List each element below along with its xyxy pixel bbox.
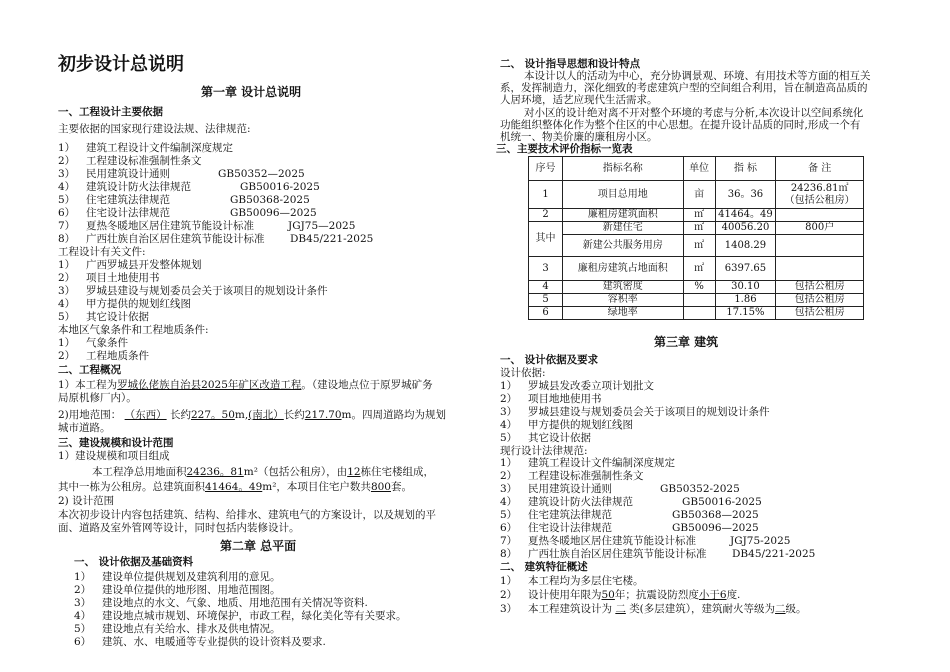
list-item: 6） 建筑、水、电暖通等专业提供的设计资料及要求.: [74, 636, 326, 648]
chapter1-title: 第一章 设计总说明: [201, 85, 302, 99]
philosophy-p1-line3: 人居环境，适艺应现代生活需求。: [500, 94, 658, 106]
list-item: 6） 住宅设计法律规范 GB50096—2025: [500, 522, 759, 534]
table-cell: ㎡: [683, 235, 715, 257]
chapter2-title: 第二章 总平面: [220, 539, 297, 553]
list-item: 1） 气象条件: [58, 337, 128, 349]
basis-intro: 主要依据的国家现行建设法规、法律规范:: [58, 123, 251, 135]
scope-paragraph: 本工程净总用地面积24236。81m²（包括公租房），由12栋住宅楼组成，: [92, 466, 435, 478]
table-row: [529, 181, 864, 209]
table-cell: 包括公租房: [776, 294, 864, 307]
climate-intro: 本地区气象条件和工程地质条件:: [58, 324, 209, 336]
list-item: 5） 其它设计依据: [500, 432, 591, 444]
table-cell: 绿地率: [563, 307, 684, 320]
header-cell: 序号: [529, 157, 563, 181]
overview-paragraph-2: 2)用地范围： （东西） 长约227。50m,(南北）长约217.70m。四周道路均为规划: [58, 409, 446, 421]
philosophy-p2-line3: 机统一、物美价廉的廉租房小区。: [500, 131, 658, 143]
table-cell: 5: [529, 294, 563, 307]
table-cell: 亩: [683, 181, 715, 209]
list-item: 1） 建设单位提供规划及建筑利用的意见。: [74, 571, 281, 583]
list-item: 4） 甲方提供的规划红线图: [500, 419, 633, 431]
chapter3-features-heading: 二、 建筑特征概述: [500, 561, 588, 573]
chapter3-basis-heading: 一、 设计依据及要求: [500, 354, 599, 366]
overview-paragraph-2-cont: 城市道路。: [58, 422, 111, 434]
table-cell: 6397.65: [715, 257, 776, 281]
list-item: 1） 建筑工程设计文件编制深度规定: [58, 142, 233, 154]
list-item: 4） 建筑设计防火法律规范 GB50016-2025: [500, 496, 762, 508]
list-item: 3） 民用建筑设计通则 GB50352—2025: [58, 168, 305, 180]
list-item: 5） 建设地点有关给水、排水及供电情况。: [74, 623, 281, 635]
table-cell: 1408.29: [715, 235, 776, 257]
list-item: 2） 项目土地使用书: [58, 272, 160, 284]
table-cell: 30.10: [715, 281, 776, 294]
list-item: 5） 住宅建筑法律规范 GB50368-2025: [58, 194, 310, 206]
table-row: [529, 209, 864, 222]
philosophy-p2-line2: 功能组织整体化作为整个住区的中心思想。在提升设计品质的同时,形成一个有: [500, 119, 861, 131]
list-item: 5） 其它设计依据: [58, 311, 149, 323]
table-cell: [683, 294, 715, 307]
table-cell: 4: [529, 281, 563, 294]
list-item: 4） 甲方提供的规划红线图: [58, 298, 191, 310]
list-item: 1） 建筑工程设计文件编制深度规定: [500, 457, 675, 469]
philosophy-p2-line1: 对小区的设计绝对离不开对整个环境的考虑与分析,本次设计以空间系统化: [524, 107, 864, 119]
chapter3-law-intro: 现行设计法律规范:: [500, 445, 588, 457]
table-cell: [776, 209, 864, 222]
table-cell: 包括公租房: [776, 307, 864, 320]
table-cell: 其中: [529, 222, 563, 257]
overview-paragraph-1: 1）本工程为罗城仫佬族自治县2025年矿区改造工程。（建设地点位于原罗城矿务: [58, 379, 433, 391]
chapter2-section-heading: 一、 设计依据及基础资料: [74, 556, 194, 568]
philosophy-p1-line2: 系，发挥制造力，深化细致的考虑建筑户型的空间组合利用，旨在制造高品质的: [500, 82, 868, 94]
table-cell: 40056.20: [715, 222, 776, 235]
scope-range-line-2: 面、道路及室外管网等设计，同时包括内装修设计。: [58, 522, 300, 534]
table-cell: %: [683, 281, 715, 294]
document-title: 初步设计总说明: [58, 54, 184, 75]
table-cell: 包括公租房: [776, 281, 864, 294]
list-item: 6） 住宅设计法律规范 GB50096—2025: [58, 207, 317, 219]
list-item: 7） 夏热冬暖地区居住建筑节能设计标准 JGJ75-2025: [500, 535, 791, 547]
chapter3-title: 第三章 建筑: [654, 335, 719, 349]
table-cell: 41464。49: [715, 209, 776, 222]
table-row: [529, 294, 864, 307]
header-cell: 单位: [683, 157, 715, 181]
list-item: 4） 建筑设计防火法律规范 GB50016-2025: [58, 181, 320, 193]
table-cell: 廉租房建筑面积: [563, 209, 684, 222]
docs-intro: 工程设计有关文件:: [58, 246, 146, 258]
list-item: 1） 罗城县发改委立项计划批文: [500, 380, 654, 392]
design-philosophy-heading: 二、 设计指导思想和设计特点: [500, 58, 641, 70]
list-item: 2） 工程建设标准强制性条文: [500, 470, 644, 482]
scope-paragraph-cont: 其中一栋为公租房。总建筑面积41464。49m²，本项目住宅户数共800套。: [58, 481, 412, 493]
table-cell: ㎡: [683, 257, 715, 281]
table-row: [529, 281, 864, 294]
table-cell: 1: [529, 181, 563, 209]
feature-item-2: 2） 设计使用年限为50年；抗震设防烈度小于6度.: [500, 589, 741, 601]
feature-item-1: 1） 本工程均为多层住宅楼。: [500, 575, 644, 587]
overview-paragraph-1-cont: 局原机修厂内）。: [58, 392, 137, 404]
list-item: 7） 夏热冬暖地区居住建筑节能设计标准 JGJ75—2025: [58, 220, 356, 232]
list-item: 4） 建设地点城市规划、环境保护，市政工程，绿化美化等有关要求。: [74, 610, 407, 622]
list-item: 2） 工程建设标准强制性条文: [58, 155, 202, 167]
section-overview-heading: 二、工程概况: [58, 364, 121, 376]
chapter3-basis-intro: 设计依据:: [500, 367, 546, 379]
table-cell: ㎡: [683, 209, 715, 222]
list-item: 8） 广西壮族自治区居住建筑节能设计标准 DB45/221-2025: [500, 548, 816, 560]
table-row: [529, 257, 864, 281]
table-cell: 2: [529, 209, 563, 222]
scope-subheading-1: 1）建设规模和项目组成: [58, 450, 170, 462]
table-cell: 廉租房建筑占地面积: [563, 257, 684, 281]
table-cell: [776, 257, 864, 281]
list-item: 3） 罗城县建设与规划委员会关于该项目的规划设计条件: [58, 285, 328, 297]
table-row: [529, 235, 864, 257]
table-cell: 36。36: [715, 181, 776, 209]
table-cell: [683, 307, 715, 320]
list-item: 2） 建设单位提供的地形图、用地范围图。: [74, 584, 281, 596]
list-item: 8） 广西壮族自治区居住建筑节能设计标准 DB45/221-2025: [58, 233, 374, 245]
list-item: 2） 工程地质条件: [58, 350, 149, 362]
header-cell: 备 注: [776, 157, 864, 181]
table-cell: [776, 235, 864, 257]
table-cell: 3: [529, 257, 563, 281]
table-cell: 1.86: [715, 294, 776, 307]
table-row: [529, 222, 864, 235]
table-cell: 6: [529, 307, 563, 320]
philosophy-p1-line1: 本设计以人的活动为中心，充分协调景观、环境、有用技术等方面的相互关: [524, 70, 871, 82]
indicator-table: [528, 156, 864, 320]
table-cell: ㎡: [683, 222, 715, 235]
list-item: 3） 民用建筑设计通则 GB50352-2025: [500, 483, 740, 495]
feature-item-3: 3） 本工程建筑设计为 二 类(多层建筑），建筑耐火等级为二级。: [500, 603, 807, 615]
section-basis-heading: 一、工程设计主要依据: [58, 106, 163, 118]
table-cell: 项目总用地: [563, 181, 684, 209]
header-cell: 指 标: [715, 157, 776, 181]
list-item: 2） 项目地地使用书: [500, 393, 602, 405]
list-item: 3） 建设地点的水文、气象、地质、用地范围有关情况等资料.: [74, 597, 368, 609]
section-scope-heading: 三、建设规模和设计范围: [58, 437, 174, 449]
table-cell: 800户: [776, 222, 864, 235]
table-row: [529, 307, 864, 320]
list-item: 1） 广西罗城县开发整体规划: [58, 259, 202, 271]
header-cell: 指标名称: [563, 157, 684, 181]
list-item: 3） 罗城县建设与规划委员会关于该项目的规划设计条件: [500, 406, 770, 418]
table-cell: 24236.81㎡ （包括公租房）: [776, 181, 864, 209]
list-item: 5） 住宅建筑法律规范 GB50368—2025: [500, 509, 759, 521]
table-cell: 建筑密度: [563, 281, 684, 294]
table-header-row: [529, 157, 864, 181]
table-cell: 新建住宅: [563, 222, 684, 235]
scope-range-line-1: 本次初步设计内容包括建筑、结构、给排水、建筑电气的方案设计，以及规划的平: [58, 509, 436, 521]
table-cell: 新建公共服务用房: [563, 235, 684, 257]
scope-subheading-2: 2) 设计范围: [58, 495, 115, 507]
table-cell: 容积率: [563, 294, 684, 307]
table-cell: 17.15%: [715, 307, 776, 320]
indicator-table-heading: 三、主要技术评价指标一览表: [496, 143, 633, 155]
